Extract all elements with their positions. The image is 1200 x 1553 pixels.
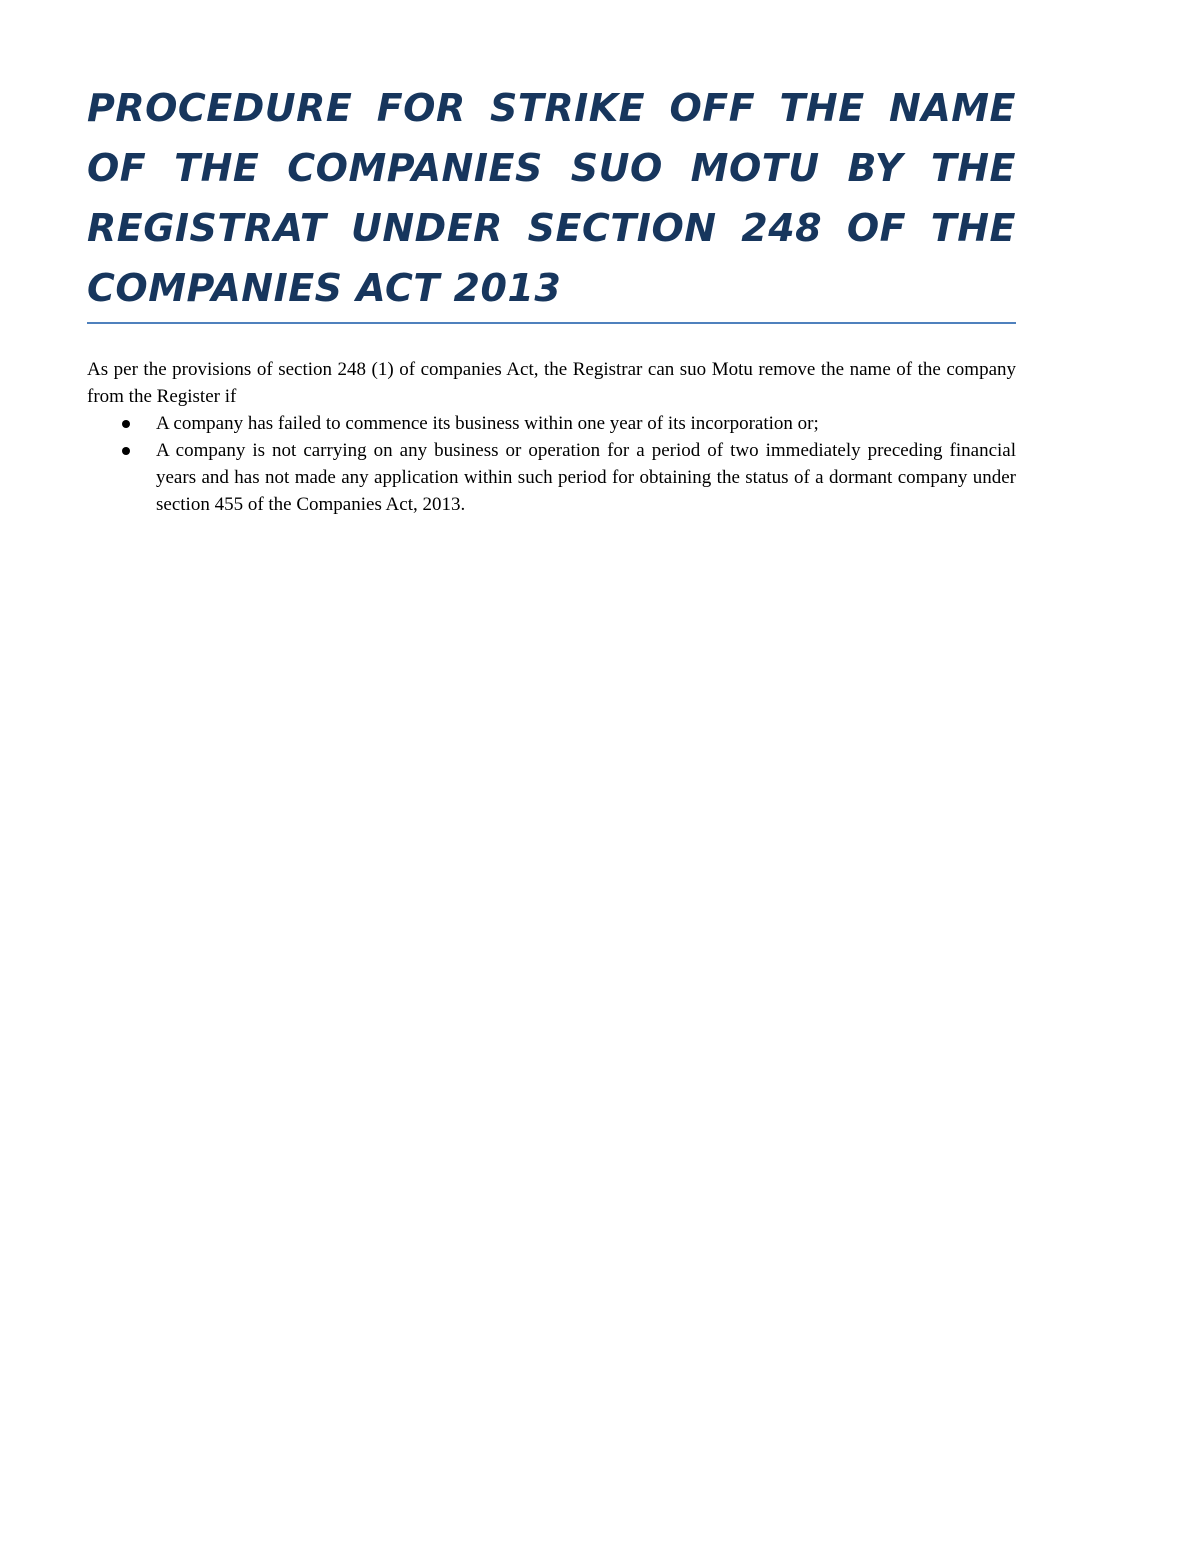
intro-paragraph: As per the provisions of section 248 (1) of companies Act, the Registrar can suo Motu remove the name of the company from the Register if (87, 359, 1016, 407)
document-title: PROCEDURE FOR STRIKE OFF THE NAME OF THE COMPANIES SUO MOTU BY THE REGISTRAT UNDER SECTION 248 OF THE COMPANIES ACT 2013 (87, 86, 1016, 310)
title-divider (87, 322, 1016, 324)
document-body (87, 356, 1016, 518)
bullet-icon (122, 447, 130, 455)
list-item-text: A company has failed to commence its business within one year of its incorporation or; (156, 413, 819, 434)
criteria-list (87, 410, 1016, 518)
bullet-icon (122, 420, 130, 428)
list-item (87, 437, 1016, 518)
list-item-text: A company is not carrying on any business or operation for a period of two immediately preceding financial years and has not made any application within such period for obtaining the status of a dormant company under section 455 of the Companies Act, 2013. (156, 440, 1016, 515)
list-item (87, 410, 1016, 437)
